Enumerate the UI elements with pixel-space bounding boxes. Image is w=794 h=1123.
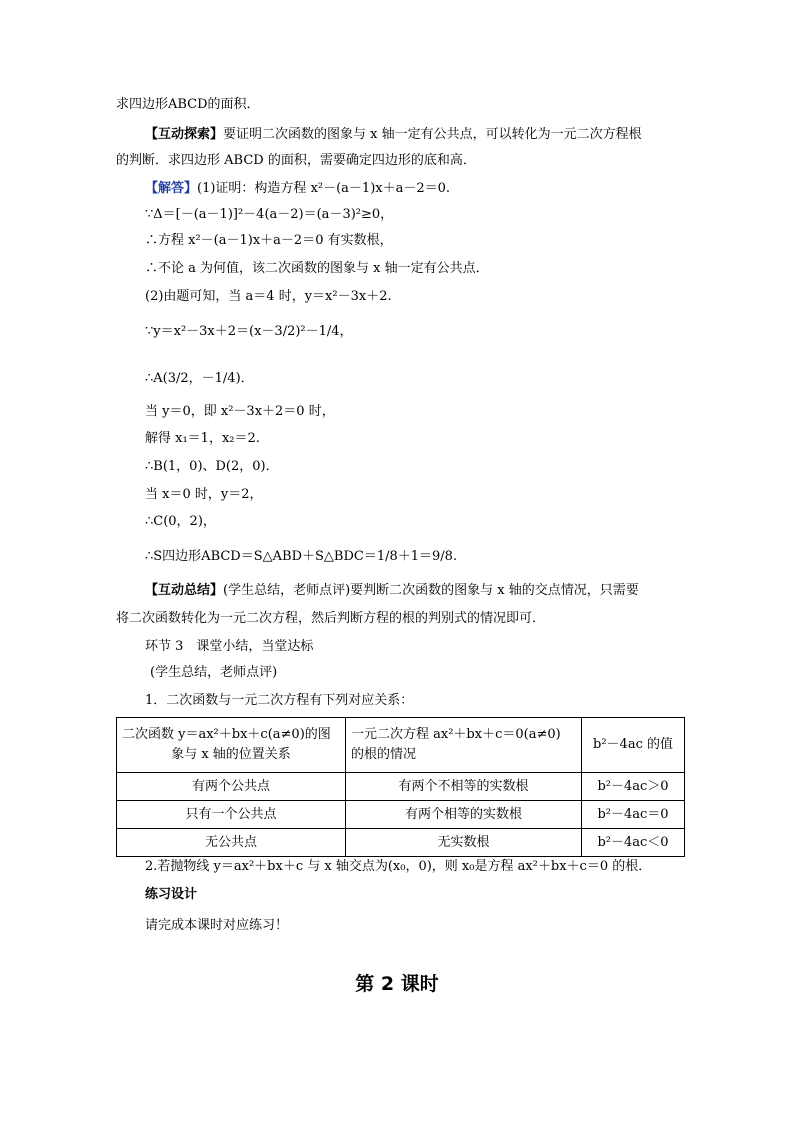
relation-table (116, 717, 685, 857)
answer-line-12: ∴C(0，2)， (145, 514, 216, 529)
review-note: (学生总结，老师点评) (150, 665, 278, 680)
answer-text-1: (1)证明：构造方程 x²－(a－1)x＋a－2＝0. (197, 181, 451, 196)
header-position (117, 718, 346, 773)
answer-line-10: ∴B(1，0)、D(2，0)． (145, 459, 279, 474)
summary-text-1: (学生总结，老师点评)要判断二次函数的图象与 x 轴的交点情况，只需要 (223, 583, 639, 598)
header-roots-line2: 的根的情况 (351, 747, 417, 762)
explore-line-1 (145, 126, 642, 144)
answer-line-8: 当 y＝0，即 x²－3x＋2＝0 时， (145, 404, 335, 419)
answer-line-9: 解得 x₁＝1，x₂＝2. (145, 431, 260, 446)
answer-line-6: ∵y＝x²－3x＋2＝(x－3/2)²－1/4， (145, 324, 353, 339)
relation-intro: 1．二次函数与一元二次方程有下列对应关系： (145, 693, 414, 708)
summary-line-1 (145, 582, 639, 600)
relation-table-header (117, 718, 685, 773)
header-position-line2: 象与 x 轴的位置关系 (171, 747, 291, 762)
explore-line-2: 的判断．求四边形 ABCD 的面积，需要确定四边形的底和高． (116, 153, 476, 168)
line-area-question: 求四边形ABCD的面积． (116, 97, 260, 112)
practice-instruction: 请完成本课时对应练习！ (145, 918, 289, 933)
answer-line-11: 当 x＝0 时，y＝2， (145, 487, 263, 502)
table-row (117, 773, 685, 801)
header-disc: b²－4ac 的值 (582, 718, 685, 773)
cell-disc: b²－4ac＞0 (582, 773, 685, 801)
summary-tag: 【互动总结】 (145, 583, 224, 598)
answer-line-2: ∵Δ＝[－(a－1)]²－4(a－2)＝(a－3)²≥0， (145, 207, 394, 222)
summary-line-2: 将二次函数转化为一元二次方程，然后判断方程的根的判别式的情况即可． (116, 611, 546, 626)
parabola-root-note: 2.若抛物线 y＝ax²＋bx＋c 与 x 轴交点为(x₀，0)，则 x₀是方程 ax²＋bx＋c＝0 的根． (145, 859, 652, 874)
cell-disc: b²－4ac＜0 (582, 829, 685, 857)
cell-position: 只有一个公共点 (117, 801, 346, 829)
explore-text-1: 要证明二次函数的图象与 x 轴一定有公共点，可以转化为一元二次方程根 (223, 127, 642, 142)
answer-tag: 【解答】 (145, 181, 198, 196)
answer-line-7: ∴A(3/2，－1/4)． (145, 371, 254, 386)
cell-roots: 有两个不相等的实数根 (346, 773, 582, 801)
section-title: 第 2 课时 (355, 973, 439, 995)
answer-line-3: ∴方程 x²－(a－1)x＋a－2＝0 有实数根， (145, 233, 393, 248)
cell-position: 有两个公共点 (117, 773, 346, 801)
cell-disc: b²－4ac＝0 (582, 801, 685, 829)
answer-line-5: (2)由题可知，当 a＝4 时，y＝x²－3x＋2. (145, 289, 392, 304)
header-roots-line1: 一元二次方程 ax²＋bx＋c＝0(a≠0) (351, 727, 561, 742)
cell-roots: 无实数根 (346, 829, 582, 857)
header-position-line1: 二次函数 y＝ax²＋bx＋c(a≠0)的图 (122, 727, 331, 742)
table-row (117, 829, 685, 857)
answer-line-13: ∴S四边形ABCD＝S△ABD＋S△BDC＝1/8＋1＝9/8. (145, 549, 458, 564)
cell-roots: 有两个相等的实数根 (346, 801, 582, 829)
practice-heading: 练习设计 (145, 887, 198, 902)
header-roots (346, 718, 582, 773)
cell-position: 无公共点 (117, 829, 346, 857)
section-step-3: 环节 3 课堂小结，当堂达标 (145, 639, 314, 654)
table-row (117, 801, 685, 829)
answer-line-1 (145, 180, 450, 198)
answer-line-4: ∴不论 a 为何值，该二次函数的图象与 x 轴一定有公共点． (145, 261, 489, 276)
explore-tag: 【互动探索】 (145, 127, 224, 142)
